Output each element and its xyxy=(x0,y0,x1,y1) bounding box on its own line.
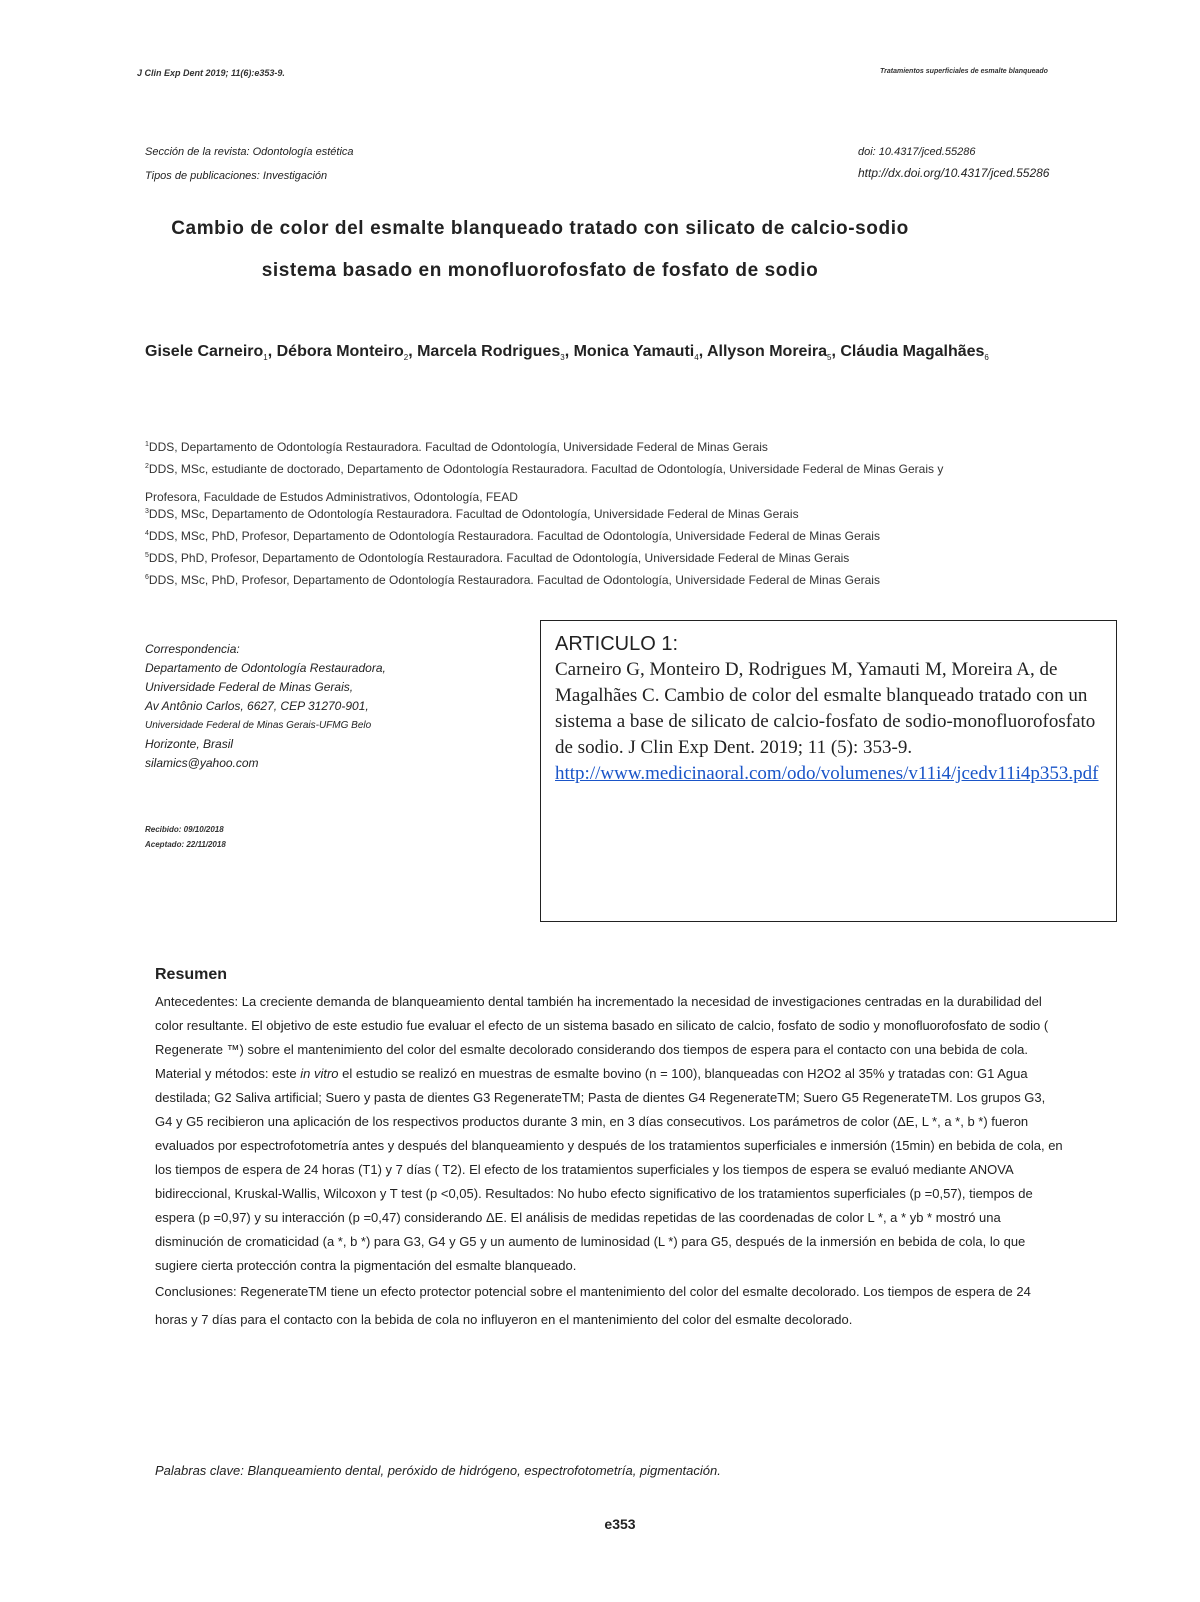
correspondence-label: Correspondencia: xyxy=(145,642,240,656)
abstract-methods: Material y métodos: este in vitro el estudio se realizó en muestras de esmalte bovino (n = 100), blanqueadas con H2O2 al 35% y tratadas con: G1 Agua destilada; G2 Saliva artificial; Suero y pasta de dientes G3 RegenerateTM; Pasta de dientes G4 RegenerateTM; Suero G5 RegenerateTM. Los grupos G3, G4 y G5 recibieron una aplicación de los respectivos productos durante 3 min, en 3 días consecutivos. Los parámetros de color (ΔE, L *, a *, b *) fueron evaluados por espectrofotometría antes y después del blanqueamiento y después de los tratamientos superficiales e inmersión (15min) en bebida de cola, en los tiempos de espera de 24 horas (T1) y 7 días ( T2). El efecto de los tratamientos superficiales y los tiempos de espera se evaluó mediante ANOVA bidireccional, Kruskal-Wallis, Wilcoxon y T test (p <0,05). Resultados: No hubo efecto significativo de los tratamientos superficiales (p =0,57), tiempos de espera (p =0,97) y su interacción (p =0,47) considerando ΔE. El análisis de medidas repetidas de las coordenadas de color L *, a * yb * mostró una disminución de cromaticidad (a *, b *) para G3, G4 y G5 y un aumento de luminosidad (L *) para G5, después de la inmersión en bebida de cola, lo que sugiere cierta protección contra la pigmentación del esmalte blanqueado. xyxy=(155,1066,1063,1273)
author-list xyxy=(145,340,1045,370)
citation-text: Carneiro G, Monteiro D, Rodrigues M, Yamauti M, Moreira A, de Magalhães C. Cambio de color del esmalte blanqueado tratado con un sistema a base de silicato de calcio-fosfato de sodio-monofluorofosfato de sodio. J Clin Exp Dent. 2019; 11 (5): 353-9. xyxy=(555,659,1096,758)
affiliation: Profesora, Faculdade de Estudos Administrativos, Odontología, FEAD xyxy=(145,490,518,504)
abstract-heading: Resumen xyxy=(155,966,228,983)
affiliation: $^4$DDS, MSc, PhD, Profesor, Departamento de Odontología Restauradora. Facultad de Odontología, Universidade Federal de Minas Gerais xyxy=(145,529,880,543)
correspondence-line: Horizonte, Brasil xyxy=(145,737,234,751)
author: Débora Monteiro$_2$, xyxy=(276,343,418,363)
correspondence-block xyxy=(145,640,445,773)
running-title: Tratamientos superficiales de esmalte blanqueado xyxy=(880,68,1048,75)
author: Cláudia Magalhães$_6$ xyxy=(840,343,989,363)
author: Marcela Rodrigues$_3$, xyxy=(417,343,574,363)
journal-reference: J Clin Exp Dent 2019; 11(6):e353-9. xyxy=(137,68,285,78)
article-title-line-2: sistema basado en monofluorofosfato de fosfato de sodio xyxy=(261,260,819,281)
citation-heading: ARTICULO 1: xyxy=(555,633,678,655)
keywords: Palabras clave: Blanqueamiento dental, peróxido de hidrógeno, espectrofotometría, pigmentación. xyxy=(155,1463,721,1478)
correspondence-line: Departamento de Odontología Restauradora, xyxy=(145,661,386,675)
author: Gisele Carneiro$_1$, xyxy=(145,343,277,363)
abstract-background: Antecedentes: La creciente demanda de blanqueamiento dental también ha incrementado la necesidad de investigaciones centradas en la durabilidad del color resultante. El objetivo de este estudio fue evaluar el efecto de un sistema basado en silicato de calcio, fosfato de sodio y monofluorofosfato de sodio ( Regenerate ™) sobre el mantenimiento del color del esmalte decolorado considerando dos tiempos de espera para el contacto con una bebida de cola. xyxy=(155,994,1049,1057)
correspondence-line: Universidade Federal de Minas Gerais, xyxy=(145,680,354,694)
affiliation: $^6$DDS, MSc, PhD, Profesor, Departamento de Odontología Restauradora. Facultad de Odontología, Universidade Federal de Minas Gerais xyxy=(145,573,880,587)
publication-type: Tipos de publicaciones: Investigación xyxy=(145,170,328,182)
affiliation: $^3$DDS, MSc, Departamento de Odontología Restauradora. Facultad de Odontología, Universidade Federal de Minas Gerais xyxy=(145,507,799,521)
author: Allyson Moreira$_5$, xyxy=(706,343,841,363)
page-number: e353 xyxy=(604,1516,636,1532)
article-title-line-1: Cambio de color del esmalte blanqueado tratado con silicato de calcio-sodio xyxy=(171,218,909,239)
doi: doi: 10.4317/jced.55286 xyxy=(858,146,976,158)
correspondence-email[interactable]: silamics@yahoo.com xyxy=(145,756,259,770)
citation-link[interactable]: http://www.medicinaoral.com/odo/volumenes/v11i4/jcedv11i4p353.pdf xyxy=(555,763,1099,784)
correspondence-line: Universidade Federal de Minas Gerais-UFMG Belo xyxy=(145,720,372,731)
citation-box xyxy=(540,620,1117,922)
correspondence-line: Av Antônio Carlos, 6627, CEP 31270-901, xyxy=(145,699,369,713)
affiliation: $^2$DDS, MSc, estudiante de doctorado, Departamento de Odontología Restauradora. Facultad de Odontología, Universidade Federal de Minas Gerais y xyxy=(145,462,944,476)
abstract-body xyxy=(155,990,1065,1334)
received-date: Recibido: 09/10/2018 xyxy=(145,825,224,834)
affiliation: $^1$DDS, Departamento de Odontología Restauradora. Facultad de Odontología, Universidade Federal de Minas Gerais xyxy=(145,440,768,454)
accepted-date: Aceptado: 22/11/2018 xyxy=(145,840,226,849)
author: Monica Yamauti$_4$, xyxy=(573,343,707,363)
affiliation: $^5$DDS, PhD, Profesor, Departamento de Odontología Restauradora. Facultad de Odontología, Universidade Federal de Minas Gerais xyxy=(145,551,850,565)
doi-link[interactable]: http://dx.doi.org/10.4317/jced.55286 xyxy=(858,166,1050,180)
abstract-conclusions: Conclusiones: RegenerateTM tiene un efecto protector potencial sobre el mantenimiento del color del esmalte decolorado. Los tiempos de espera de 24 horas y 7 días para el contacto con la bebida de cola no influyeron en el mantenimiento del color del esmalte decolorado. xyxy=(155,1284,1031,1327)
journal-section: Sección de la revista: Odontología estética xyxy=(145,146,354,158)
